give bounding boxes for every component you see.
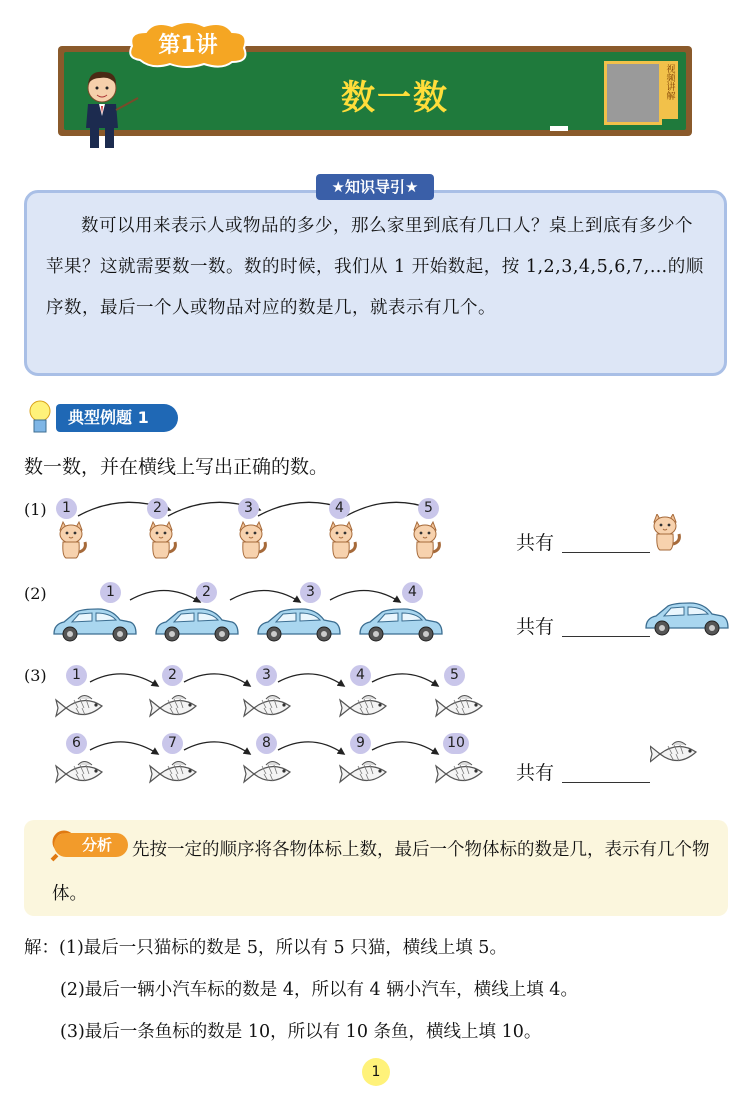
knowledge-tag: ★知识导引★ <box>316 174 434 200</box>
page-title: 数一数 <box>341 78 449 118</box>
fish-icon <box>650 740 702 770</box>
fish-icon <box>340 696 386 717</box>
cat-icon <box>60 522 85 558</box>
number-badge: 2 <box>162 665 183 686</box>
number-badge: 10 <box>443 733 469 754</box>
qr-code[interactable] <box>604 61 662 125</box>
arrow-icon <box>90 674 158 686</box>
number-badge: 3 <box>256 665 277 686</box>
page-number: 1 <box>362 1058 390 1086</box>
count-label: 共有 <box>516 616 555 638</box>
fish-icon <box>436 762 482 783</box>
analysis-tag: 分析 <box>54 833 128 857</box>
chalk-icon <box>550 126 568 131</box>
fish-icon <box>244 762 290 783</box>
number-badge: 1 <box>100 582 121 603</box>
number-badge: 3 <box>300 582 321 603</box>
arrow-icon <box>130 590 200 602</box>
answer-blank[interactable] <box>562 528 650 553</box>
fish-icon <box>436 696 482 717</box>
fish-icon <box>150 762 196 783</box>
number-badge: 9 <box>350 733 371 754</box>
number-badge: 5 <box>418 498 439 519</box>
instruction: 数一数，并在横线上写出正确的数。 <box>24 456 329 478</box>
car-icon <box>156 609 238 641</box>
count-label: 共有 <box>516 532 555 554</box>
car-icon <box>54 609 136 641</box>
number-badge: 1 <box>56 498 77 519</box>
cat-icon <box>330 522 355 558</box>
arrow-icon <box>184 674 250 686</box>
video-tag-label: 视频讲解 <box>664 64 675 100</box>
fish-icon <box>56 762 102 783</box>
solution-line: (3)最后一条鱼标的数是 10，所以有 10 条鱼，横线上填 10。 <box>60 1022 542 1042</box>
number-badge: 5 <box>444 665 465 686</box>
knowledge-text: 数可以用来表示人或物品的多少，那么家里到底有几口人？桌上到底有多少个苹果？这就需要数一数。数的时候，我们从 1 开始数起，按 1,2,3,4,5,6,7,…的顺序数，最后一个人或物品对应的数是几，就表示有几个。 <box>46 216 704 318</box>
count-label: 共有 <box>516 762 555 784</box>
video-tag[interactable] <box>660 61 678 119</box>
lightbulb-icon <box>26 398 54 436</box>
fish-icon <box>56 696 102 717</box>
cat-icon <box>414 522 439 558</box>
fish-icon <box>244 696 290 717</box>
number-badge: 1 <box>66 665 87 686</box>
problem-label: (3) <box>24 666 47 685</box>
solution-line: 解：(1)最后一只猫标的数是 5，所以有 5 只猫，横线上填 5。 <box>24 938 507 958</box>
number-badge: 4 <box>329 498 350 519</box>
cat-icon <box>150 522 175 558</box>
arrow-icon <box>278 674 344 686</box>
number-badge: 8 <box>256 733 277 754</box>
arrow-icon <box>184 742 250 754</box>
number-badge: 7 <box>162 733 183 754</box>
fish-icon <box>150 696 196 717</box>
problem-label: (2) <box>24 584 47 603</box>
number-badge: 4 <box>402 582 423 603</box>
problem-label: (1) <box>24 500 47 519</box>
cat-icon <box>240 522 265 558</box>
arrow-icon <box>278 742 344 754</box>
arrow-icon <box>90 742 158 754</box>
example-tag: 典型例题 1 <box>56 404 178 432</box>
cat-icon <box>648 514 684 554</box>
number-badge: 2 <box>147 498 168 519</box>
answer-blank[interactable] <box>562 758 650 783</box>
arrow-icon <box>372 674 438 686</box>
car-icon <box>258 609 340 641</box>
car-icon <box>644 598 732 638</box>
solution-line: (2)最后一辆小汽车标的数是 4，所以有 4 辆小汽车，横线上填 4。 <box>60 980 578 1000</box>
arrow-icon <box>330 590 400 602</box>
number-badge: 6 <box>66 733 87 754</box>
number-badge: 2 <box>196 582 217 603</box>
arrow-icon <box>230 590 300 602</box>
fish-icon <box>340 762 386 783</box>
teacher-icon <box>72 66 140 150</box>
car-icon <box>360 609 442 641</box>
number-badge: 3 <box>238 498 259 519</box>
number-badge: 4 <box>350 665 371 686</box>
analysis-text: 先按一定的顺序将各物体标上数，最后一个物体标的数是几，表示有几个物体。 <box>52 840 710 904</box>
lesson-label: 第1讲 <box>158 33 218 58</box>
arrow-icon <box>372 742 438 754</box>
answer-blank[interactable] <box>562 612 650 637</box>
